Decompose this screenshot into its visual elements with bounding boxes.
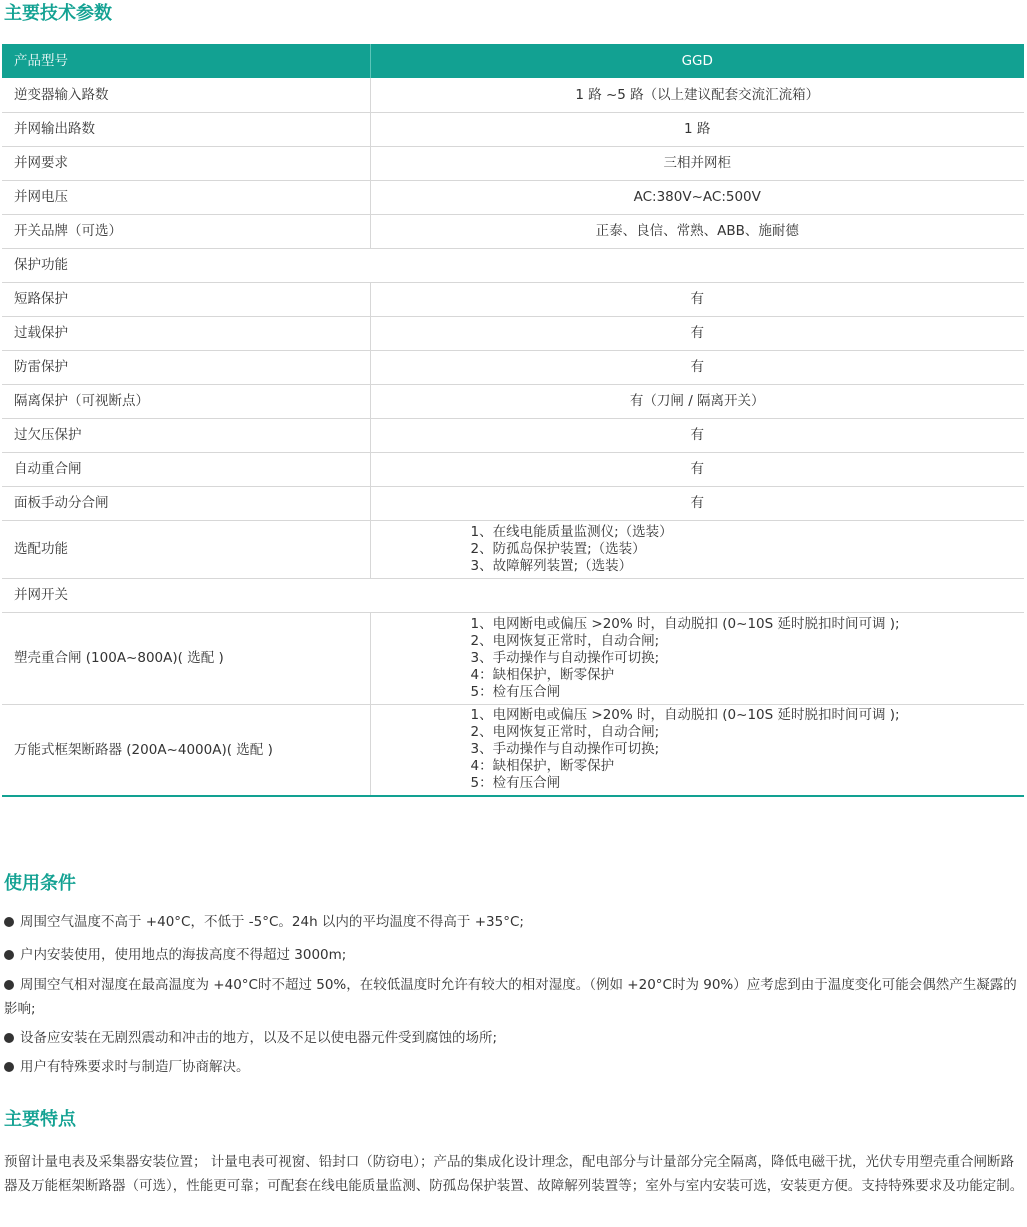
row-value-line: 3、手动操作与自动操作可切换; [470, 741, 660, 758]
table-row [2, 282, 1024, 316]
row-label: 过载保护 [2, 316, 370, 350]
table-row [2, 180, 1024, 214]
row-label: 隔离保护（可视断点） [2, 384, 370, 418]
row-label: 并网输出路数 [2, 112, 370, 146]
row-value-line: 1、在线电能质量监测仪;（选装） [470, 523, 673, 540]
table-row [2, 704, 1024, 796]
row-value: 正泰、良信、常熟、ABB、施耐德 [370, 214, 1024, 248]
row-label: 万能式框架断路器 (200A~4000A)( 选配 ) [2, 704, 370, 796]
row-value-line: 1、电网断电或偏压 >20% 时，自动脱扣 (0~10S 延时脱扣时间可调 ); [470, 707, 900, 724]
row-value-list [370, 520, 1024, 578]
condition-item [4, 910, 1024, 934]
row-label: 过欠压保护 [2, 418, 370, 452]
row-value-line: 4：缺相保护，断零保护 [470, 666, 615, 683]
row-value: AC:380V~AC:500V [370, 180, 1024, 214]
row-value-line: 3、手动操作与自动操作可切换; [470, 649, 660, 666]
features-paragraph: 预留计量电表及采集器安装位置； 计量电表可视窗、铅封口（防窃电）；产品的集成化设计理念，配电部分与计量部分完全隔离，降低电磁干扰，光伏专用塑壳重合闸断路器及万能框架断路器（可选），性能更可靠；可配套在线电能质量监测、防孤岛保护装置、故障解列装置等；室外与室内安装可选，安装更方便。支持特殊要求及功能定制。 [4, 1154, 1024, 1194]
condition-item [4, 1026, 1024, 1050]
table-row [2, 112, 1024, 146]
table-row [2, 214, 1024, 248]
row-value-line: 5：检有压合闸 [470, 683, 561, 700]
row-value: 有 [370, 452, 1024, 486]
row-label: 自动重合闸 [2, 452, 370, 486]
row-label: 塑壳重合闸 (100A~800A)( 选配 ) [2, 612, 370, 704]
row-label: 防雷保护 [2, 350, 370, 384]
table-row [2, 248, 1024, 282]
condition-item [4, 943, 1024, 967]
row-value-line: 3、故障解列装置;（选装） [470, 557, 633, 574]
condition-text: 户内安装使用，使用地点的海拔高度不得超过 3000m; [20, 947, 347, 963]
table-row [2, 350, 1024, 384]
row-value-line: 2、防孤岛保护装置;（选装） [470, 540, 646, 557]
conditions-section-title: 使用条件 [4, 873, 76, 894]
row-label: 逆变器输入路数 [2, 78, 370, 112]
row-value-line: 2、电网恢复正常时，自动合闸; [470, 632, 660, 649]
bullet-icon [4, 1033, 14, 1043]
row-value: 1 路 [370, 112, 1024, 146]
row-label: 并网要求 [2, 146, 370, 180]
table-row [2, 78, 1024, 112]
specs-section-title: 主要技术参数 [4, 3, 112, 24]
table-row [2, 486, 1024, 520]
row-label: 短路保护 [2, 282, 370, 316]
row-value-line: 5：检有压合闸 [470, 775, 561, 792]
header-value: GGD [370, 44, 1024, 78]
table-row [2, 316, 1024, 350]
condition-item [4, 973, 1024, 1021]
table-header-row [2, 44, 1024, 78]
group-heading: 并网开关 [2, 578, 1024, 612]
row-value: 有 [370, 418, 1024, 452]
table-row [2, 146, 1024, 180]
table-row [2, 578, 1024, 612]
row-value-list [370, 704, 1024, 796]
row-value-line: 1、电网断电或偏压 >20% 时，自动脱扣 (0~10S 延时脱扣时间可调 ); [470, 615, 900, 632]
row-value: 1 路 ~5 路（以上建议配套交流汇流箱） [370, 78, 1024, 112]
row-value: 有（刀闸 / 隔离开关） [370, 384, 1024, 418]
spec-table [2, 44, 1024, 797]
row-value: 有 [370, 282, 1024, 316]
group-heading: 保护功能 [2, 248, 1024, 282]
row-value: 三相并网柜 [370, 146, 1024, 180]
condition-text: 设备应安装在无剧烈震动和冲击的地方，以及不足以使电器元件受到腐蚀的场所; [20, 1030, 498, 1046]
condition-text: 用户有特殊要求时与制造厂协商解决。 [20, 1059, 250, 1075]
table-row [2, 612, 1024, 704]
bullet-icon [4, 950, 14, 960]
row-label: 开关品牌（可选） [2, 214, 370, 248]
features-section-title: 主要特点 [4, 1109, 76, 1130]
row-label: 选配功能 [2, 520, 370, 578]
bullet-icon [4, 917, 14, 927]
row-value: 有 [370, 486, 1024, 520]
header-label: 产品型号 [2, 44, 370, 78]
bullet-icon [4, 980, 14, 990]
row-label: 面板手动分合闸 [2, 486, 370, 520]
table-row [2, 520, 1024, 578]
row-value: 有 [370, 350, 1024, 384]
condition-text: 周围空气相对湿度在最高温度为 +40°C时不超过 50%，在较低温度时允许有较大的相对湿度。（例如 +20°C时为 90%）应考虑到由于温度变化可能会偶然产生凝露的影响; [4, 977, 1017, 1017]
table-row [2, 452, 1024, 486]
row-value: 有 [370, 316, 1024, 350]
bullet-icon [4, 1062, 14, 1072]
table-row [2, 384, 1024, 418]
condition-item [4, 1055, 1024, 1079]
row-value-line: 2、电网恢复正常时，自动合闸; [470, 724, 660, 741]
condition-text: 周围空气温度不高于 +40°C，不低于 -5°C。24h 以内的平均温度不得高于 +35°C; [20, 914, 524, 930]
row-value-line: 4：缺相保护，断零保护 [470, 758, 615, 775]
row-label: 并网电压 [2, 180, 370, 214]
table-row [2, 418, 1024, 452]
row-value-list [370, 612, 1024, 704]
